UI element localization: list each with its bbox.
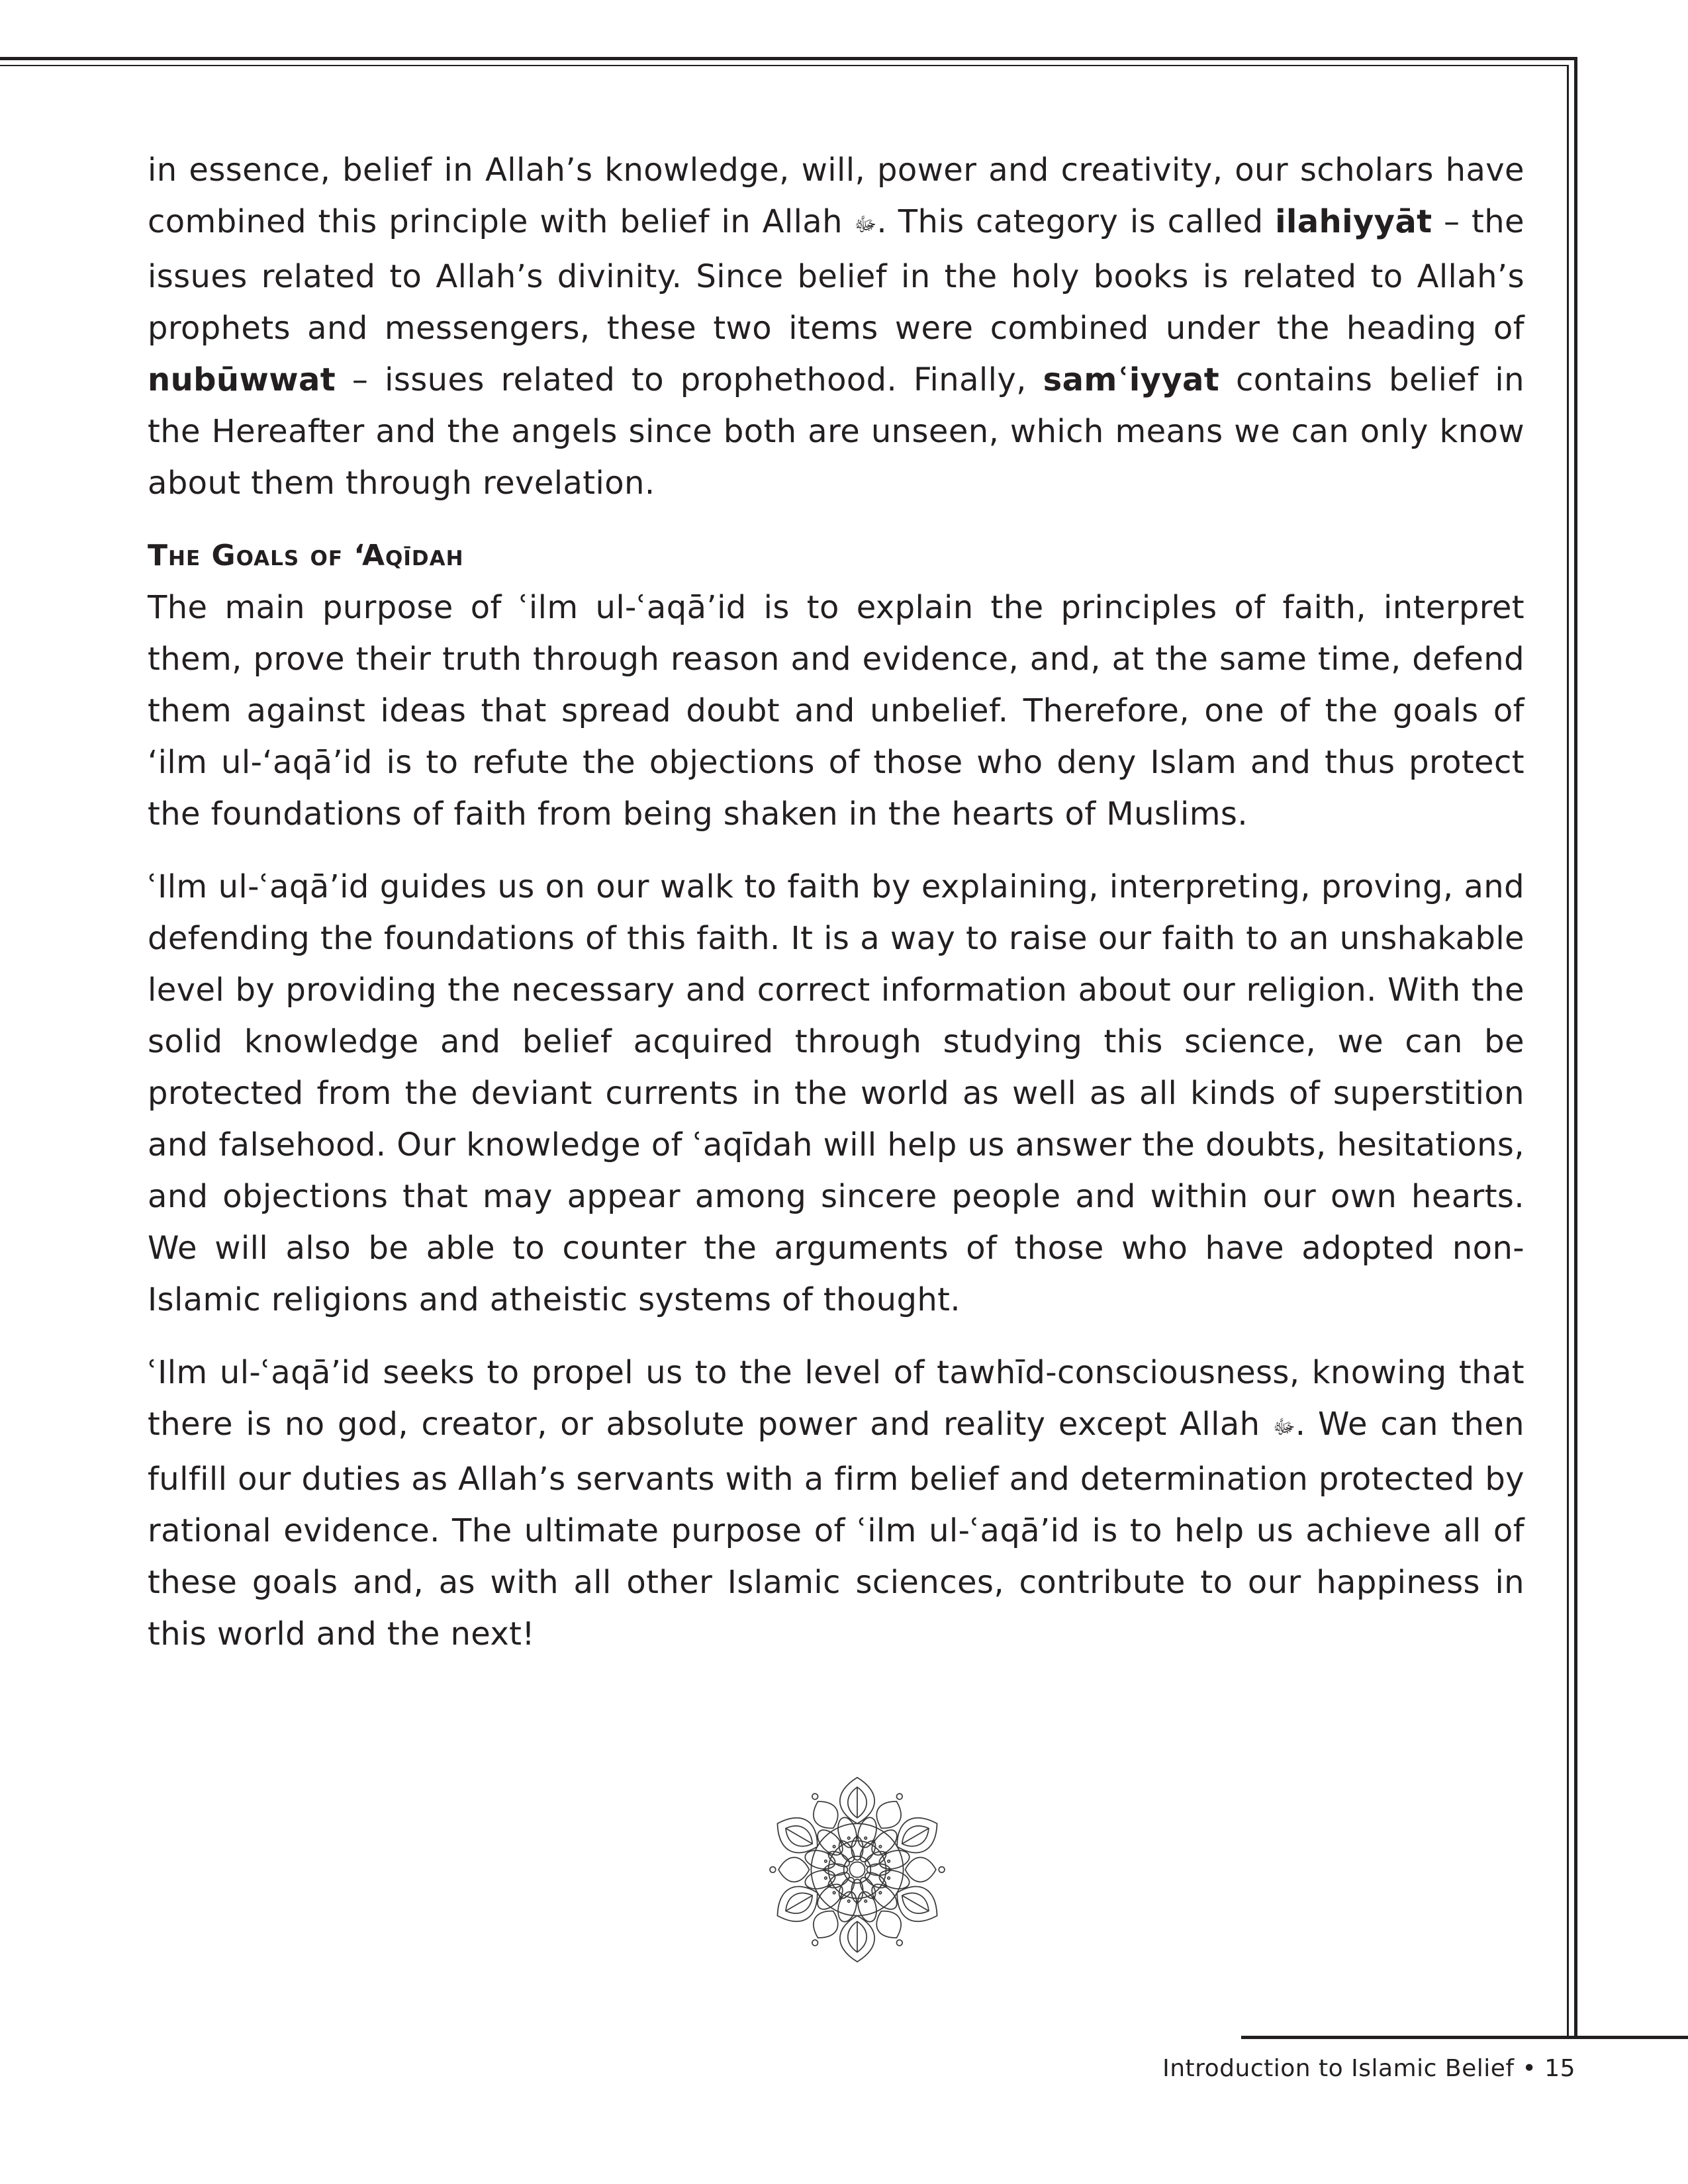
page-frame-bottom-rule <box>1241 2036 1688 2039</box>
paragraph-categories <box>148 144 1524 509</box>
mandala-ornament-icon <box>761 1774 953 1966</box>
page-number: 15 <box>1544 2055 1575 2082</box>
paragraph-text: – the issues related to Allah’s divinity. Since belief in the holy books is related to Allah’s prophets and messengers, these two items were combined under the heading of <box>148 203 1524 347</box>
footer-separator: • <box>1522 2055 1537 2082</box>
paragraph-main-purpose: The main purpose of ʿilm ul-ʿaqā’id is to explain the principles of faith, interpret them, prove their truth through reason and evidence, and, at the same time, defend them against ideas that spread doubt and unbelief. Therefore, one of the goals of ‘ilm ul-‘aqā’id is to refute the objections of those who deny Islam and thus protect the foundations of faith from being shaken in the hearts of Muslims. <box>148 589 1524 833</box>
page-frame-right-outer <box>1574 57 1577 2037</box>
term-nubuwwat: nubūwwat <box>148 361 336 398</box>
term-samiyyat: samʿiyyat <box>1043 361 1220 398</box>
page-footer <box>1162 2055 1575 2082</box>
paragraph-text: contains belief in the Hereafter and the angels since both are unseen, which means we can only know about them through revelation. <box>148 361 1524 502</box>
paragraph-text: . We can then fulfill our duties as Allah’s servants with a firm belief and determination protected by rational evidence. The ultimate purpose of ʿilm ul-ʿaqā’id is to help us achieve all of these goals and, as with all other Islamic sciences, contribute to our happiness in this world and the next! <box>148 1406 1524 1653</box>
paragraph-text: in essence, belief in Allah’s knowledge, will, power and creativity, our scholars have combined this principle with belief in Allah <box>148 152 1524 240</box>
paragraph-guidance: ʿIlm ul-ʿaqā’id guides us on our walk to faith by explaining, interpreting, proving, and defending the foundations of this faith. It is a way to raise our faith to an unshakable level by providing the necessary and correct information about our religion. With the solid knowledge and belief acquired through studying this science, we can be protected from the deviant currents in the world as well as all kinds of superstition and falsehood. Our knowledge of ʿaqīdah will help us answer the doubts, hesitations, and objections that may appear among sincere people and within our own hearts. We will also be able to counter the arguments of those who have adopted non-Islamic religions and atheistic systems of thought. <box>148 868 1524 1318</box>
page-body <box>148 144 1524 1681</box>
honorific-glyph: ﷻ <box>854 213 877 236</box>
page-frame-right-inner <box>1567 65 1569 2037</box>
page-frame-top-outer <box>0 57 1577 60</box>
book-title: Introduction to Islamic Belief <box>1162 2055 1515 2082</box>
paragraph-tawhid <box>148 1347 1524 1660</box>
paragraph-text: . This category is called <box>876 203 1276 240</box>
honorific-glyph: ﷻ <box>1272 1416 1295 1439</box>
paragraph-text: – issues related to prophethood. Finally, <box>336 361 1043 398</box>
page-frame-top-inner <box>0 65 1569 66</box>
section-heading: The Goals of ‘Aqīdah <box>148 539 464 572</box>
paragraph-text: ʿIlm ul-ʿaqā’id seeks to propel us to the level of tawhīd-consciousness, knowing that there is no god, creator, or absolute power and reality except Allah <box>148 1354 1524 1443</box>
term-ilahiyyat: ilahiyyāt <box>1275 203 1432 240</box>
